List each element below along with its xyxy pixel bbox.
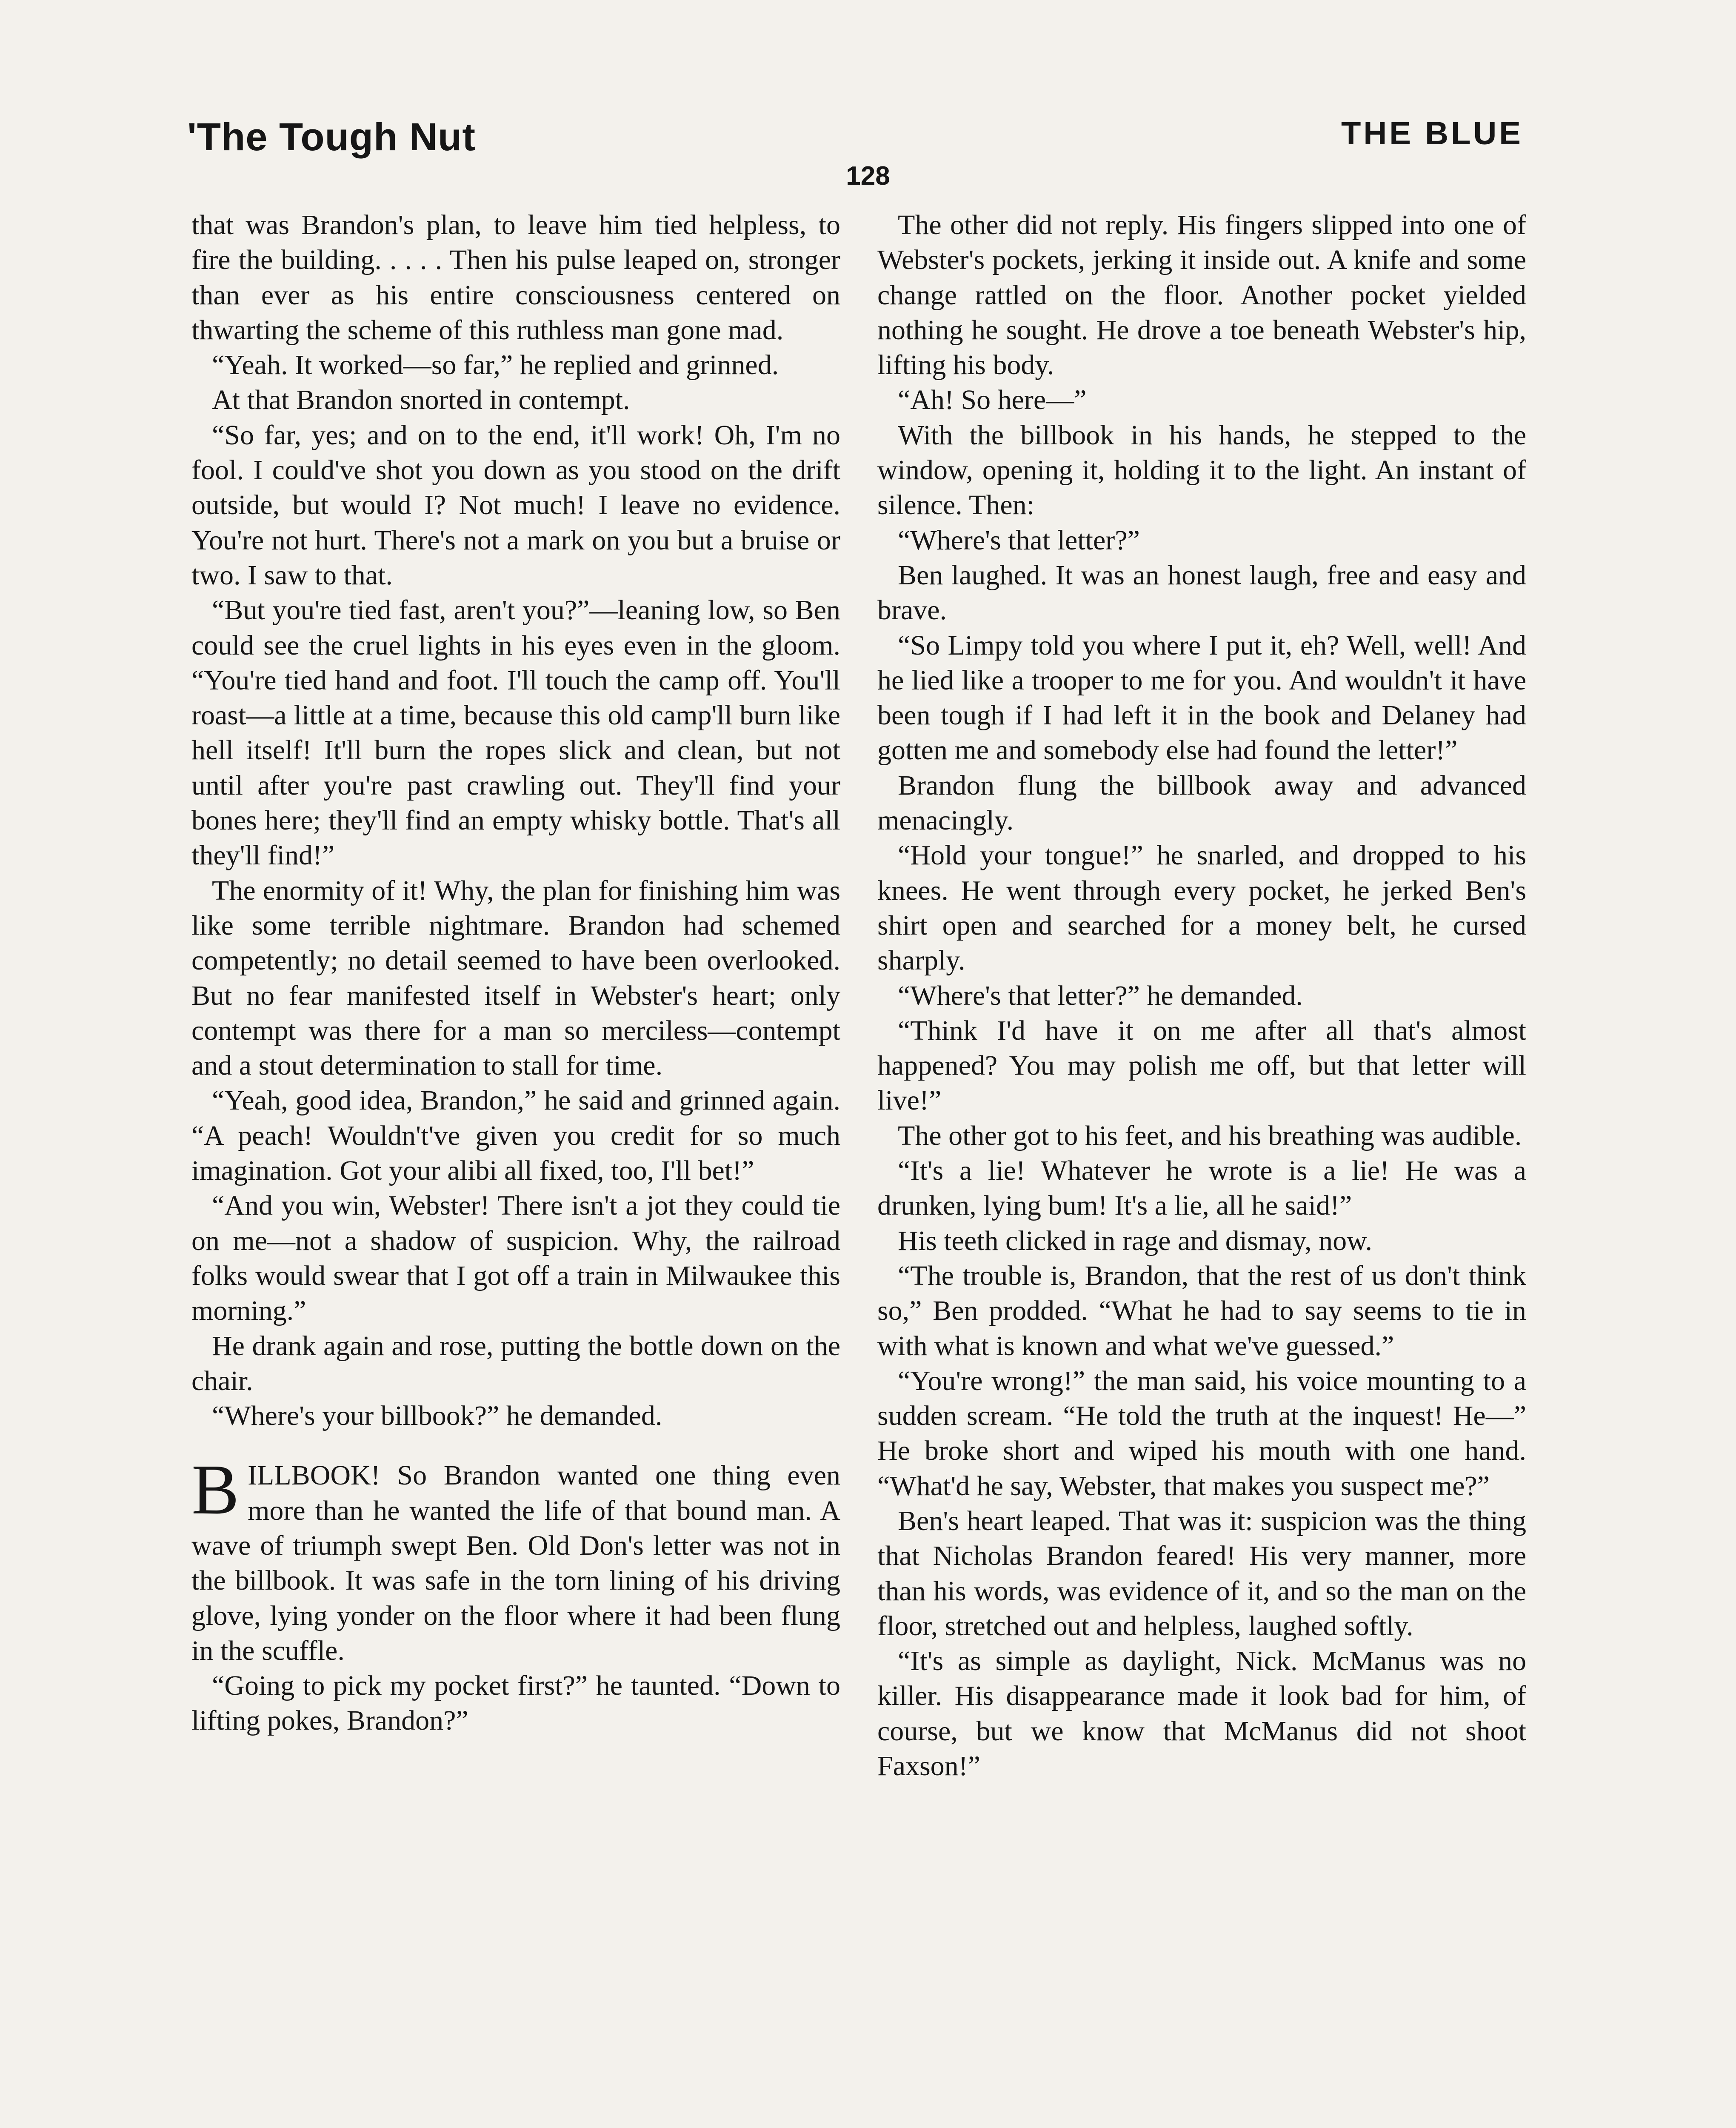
- paragraph: “Hold your tongue!” he snarled, and dropped to his knees. He went through every pocket, he jerked Ben's shirt open and searched for a money belt, he cursed sharply.: [877, 840, 1526, 976]
- paragraph: The enormity of it! Why, the plan for finishing him was like some terrible nightmare. Brandon had schemed competently; no detail seemed to have been overlooked. But no fear manifested itself in Webster's heart; only contempt was there for a man so merciless—contempt and a stout determination to stall for time.: [191, 875, 840, 1081]
- left-column: [191, 208, 840, 1739]
- paragraph: “Going to pick my pocket first?” he taunted. “Down to lifting pokes, Brandon?”: [191, 1670, 840, 1736]
- paragraph: His teeth clicked in rage and dismay, now.: [898, 1225, 1372, 1256]
- running-title-left: 'The Tough Nut: [187, 115, 476, 159]
- paragraph: “And you win, Webster! There isn't a jot they could tie on me—not a shadow of suspicion. Why, the railroad folks would swear that I got off a train in Milwaukee this morning.”: [191, 1190, 840, 1327]
- paragraph: “Think I'd have it on me after all that's almost happened? You may polish me off, but that letter will live!”: [877, 1015, 1526, 1116]
- paragraph: The other did not reply. His fingers slipped into one of Webster's pockets, jerking it inside out. A knife and some change rattled on the floor. Another pocket yielded nothing he sought. He drove a toe beneath Webster's hip, lifting his body.: [877, 209, 1526, 381]
- paragraph: “So far, yes; and on to the end, it'll work! Oh, I'm no fool. I could've shot you down as you stood on the drift outside, but would I? Not much! I leave no evidence. You're not hurt. There's not a mark on you but a bruise or two. I saw to that.: [191, 419, 840, 591]
- drop-cap: B: [191, 1450, 240, 1530]
- paragraph: “Yeah, good idea, Brandon,” he said and grinned again. “A peach! Wouldn't've given you credit for so much imagination. Got your alibi all fixed, too, I'll bet!”: [191, 1085, 840, 1187]
- right-column: [877, 208, 1526, 1784]
- paragraph: “Where's that letter?”: [898, 524, 1140, 556]
- paragraph: “You're wrong!” the man said, his voice mounting to a sudden scream. “He told the truth at the inquest! He—” He broke short and wiped his mouth with one hand. “What'd he say, Webster, that makes you suspect me?”: [877, 1365, 1526, 1502]
- paragraph: The other got to his feet, and his breathing was audible.: [898, 1120, 1522, 1151]
- paragraph: Ben laughed. It was an honest laugh, free and easy and brave.: [877, 559, 1526, 626]
- section-paragraph: [191, 1450, 840, 1668]
- paragraph: “But you're tied fast, aren't you?”—leaning low, so Ben could see the cruel lights in his eyes even in the gloom. “You're tied hand and foot. I'll touch the camp off. You'll roast—a little at a time, because this old camp'll burn like hell itself! It'll burn the ropes slick and clean, but not until after you're past crawling out. They'll find your bones here; they'll find an empty whisky bottle. That's all they'll find!”: [191, 595, 840, 871]
- running-title-right: THE BLUE: [1341, 115, 1523, 152]
- paragraph: “It's a lie! Whatever he wrote is a lie! He was a drunken, lying bum! It's a lie, all he said!”: [877, 1155, 1526, 1221]
- section-text: ILLBOOK! So Brandon wanted one thing even more than he wanted the life of that bound man. A wave of triumph swept Ben. Old Don's letter was not in the billbook. It was safe in the torn lining of his driving glove, lying yonder on the floor where it had been flung in the scuffle.: [191, 1460, 840, 1666]
- paragraph: At that Brandon snorted in contempt.: [212, 384, 630, 416]
- paragraph: “So Limpy told you where I put it, eh? Well, well! And he lied like a trooper to me for you. And wouldn't it have been tough if I had left it in the book and Delaney had gotten me and somebody else had found the letter!”: [877, 629, 1526, 766]
- paragraph: that was Brandon's plan, to leave him tied helpless, to fire the building. . . . . Then his pulse leaped on, stronger than ever as his entire consciousness centered on thwarting the scheme of this ruthless man gone mad.: [191, 209, 840, 346]
- paragraph: With the billbook in his hands, he stepped to the window, opening it, holding it to the light. An instant of silence. Then:: [877, 419, 1526, 521]
- paragraph: “Where's that letter?” he demanded.: [898, 980, 1303, 1011]
- paragraph: He drank again and rose, putting the bottle down on the chair.: [191, 1330, 840, 1396]
- paragraph: “The trouble is, Brandon, that the rest of us don't think so,” Ben prodded. “What he had to say seems to tie in with what is known and what we've guessed.”: [877, 1260, 1526, 1361]
- paragraph: Ben's heart leaped. That was it: suspicion was the thing that Nicholas Brandon feared! His very manner, more than his words, was evidence of it, and so the man on the floor, stretched out and helpless, laughed softly.: [877, 1505, 1526, 1642]
- paragraph: “It's as simple as daylight, Nick. McManus was no killer. His disappearance made it look bad for him, of course, but we know that McManus did not shoot Faxson!”: [877, 1645, 1526, 1782]
- paragraph: “Yeah. It worked—so far,” he replied and grinned.: [212, 349, 779, 381]
- paragraph: “Ah! So here—”: [898, 384, 1087, 416]
- page-number: 128: [846, 161, 890, 191]
- paragraph: Brandon flung the billbook away and advanced menacingly.: [877, 769, 1526, 836]
- paragraph: “Where's your billbook?” he demanded.: [212, 1400, 662, 1432]
